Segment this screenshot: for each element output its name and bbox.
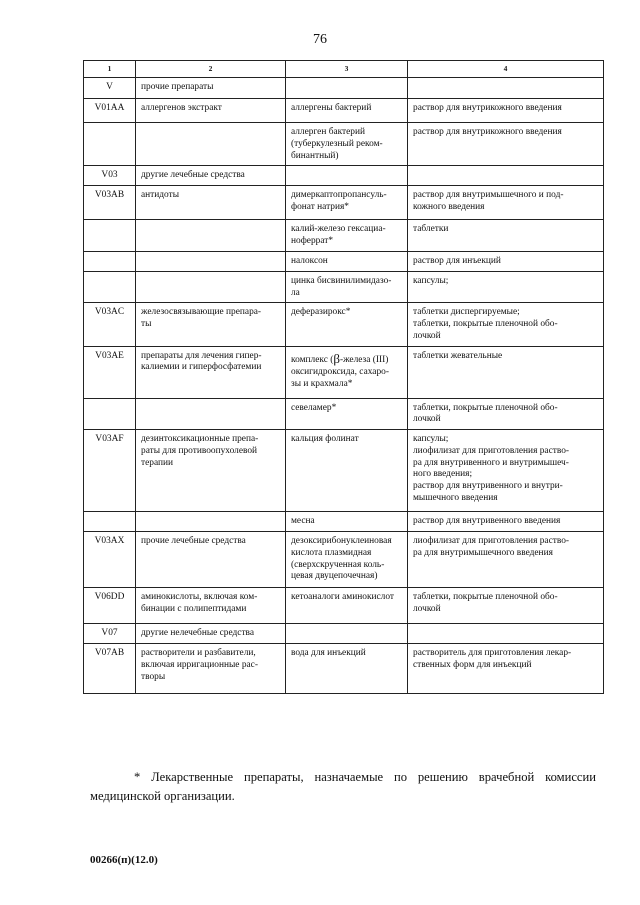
table-header-row	[84, 61, 604, 78]
dosage-form-cell-line: таблетки, покрытые пленочной обо-	[413, 319, 558, 329]
drug-name-cell-line: димеркаптопропансуль-	[291, 190, 387, 201]
dosage-form-cell-line: лочкой	[413, 414, 441, 425]
drug-name-cell	[286, 644, 408, 694]
document-code: 00266(п)(12.0)	[90, 854, 158, 866]
dosage-form-cell	[408, 166, 604, 186]
atc-group-cell-line: творы	[141, 671, 166, 682]
drug-name-cell-line: деферазирокс*	[291, 307, 351, 318]
atc-group-cell-line: прочие препараты	[141, 82, 214, 92]
drug-name-cell	[286, 166, 408, 186]
atc-group-cell	[136, 271, 286, 303]
drug-name-cell-line: цинка бисвинилимидазо-	[291, 275, 392, 286]
dosage-form-cell	[408, 624, 604, 644]
drug-name-cell-line: зы и крахмала*	[291, 378, 353, 389]
atc-group-cell-line: прочие лечебные средства	[141, 536, 246, 546]
drug-name-cell-line: аллергены бактерий	[291, 103, 372, 113]
table-row	[84, 644, 604, 694]
atc-group-cell-line: калиемии и гиперфосфатемии	[141, 362, 262, 373]
drug-name-cell	[286, 532, 408, 588]
atc-group-cell	[136, 251, 286, 271]
atc-code-cell	[84, 220, 136, 252]
table-row	[84, 430, 604, 512]
drug-name-cell-line: кислота плазмидная	[291, 547, 372, 558]
atc-group-cell-line: другие лечебные средства	[141, 170, 245, 181]
atc-group-cell	[136, 588, 286, 624]
atc-code-cell: V03AX	[84, 532, 136, 588]
drug-name-cell-line: месна	[291, 516, 315, 526]
table-row	[84, 271, 604, 303]
table-row	[84, 624, 604, 644]
atc-group-cell-line: препараты для лечения гипер-	[141, 350, 262, 361]
dosage-form-cell	[408, 123, 604, 166]
drug-name-cell	[286, 78, 408, 99]
column-header-drug: 3	[286, 61, 408, 78]
beta-symbol: β	[333, 350, 340, 366]
atc-code-cell	[84, 271, 136, 303]
atc-group-cell	[136, 532, 286, 588]
table-row	[84, 99, 604, 123]
dosage-form-cell	[408, 251, 604, 271]
dosage-form-cell	[408, 644, 604, 694]
dosage-form-cell-line: лиофилизат для приготовления раство-	[413, 445, 570, 456]
atc-code-cell	[84, 123, 136, 166]
atc-code-cell: V07	[84, 624, 136, 644]
dosage-form-cell-line: лочкой	[413, 330, 441, 341]
table-row	[84, 512, 604, 532]
drug-list-table	[83, 60, 604, 694]
drug-name-cell	[286, 186, 408, 220]
drug-name-cell	[286, 346, 408, 398]
atc-group-cell-line: растворители и разбавители,	[141, 648, 256, 658]
dosage-form-cell-line: капсулы;	[413, 434, 449, 444]
dosage-form-cell	[408, 186, 604, 220]
atc-group-cell-line: раты для противоопухолевой	[141, 445, 258, 456]
atc-code-cell: V01AA	[84, 99, 136, 123]
drug-name-cell-line: калий-железо гексациа-	[291, 224, 386, 235]
dosage-form-cell-line: раствор для внутрикожного введения	[413, 127, 562, 137]
dosage-form-cell-line: раствор для внутривенного введения	[413, 516, 561, 526]
drug-name-cell	[286, 588, 408, 624]
atc-group-cell-line: терапии	[141, 457, 174, 468]
footnote: * Лекарственные препараты, назначаемые по решению врачебной комиссии медицинской организации.	[90, 770, 596, 803]
atc-group-cell	[136, 220, 286, 252]
page-number: 76	[313, 32, 327, 47]
atc-code-cell: V03AB	[84, 186, 136, 220]
atc-group-cell	[136, 398, 286, 430]
atc-code-cell: V	[84, 78, 136, 99]
table-row	[84, 166, 604, 186]
atc-group-cell-line: аминокислоты, включая ком-	[141, 592, 258, 602]
dosage-form-cell-line: кожного введения	[413, 202, 485, 212]
atc-group-cell-line: антидоты	[141, 190, 180, 201]
atc-code-cell	[84, 398, 136, 430]
dosage-form-cell-line: мышечного введения	[413, 492, 498, 503]
atc-group-cell	[136, 346, 286, 398]
dosage-form-cell	[408, 512, 604, 532]
dosage-form-cell-line: раствор для внутривенного и внутри-	[413, 481, 563, 491]
dosage-form-cell-line: лочкой	[413, 603, 441, 614]
dosage-form-cell-line: ра для внутривенного и внутримышеч-	[413, 457, 569, 468]
drug-name-cell	[286, 430, 408, 512]
drug-name-cell-line: ла	[291, 287, 300, 298]
drug-name-cell	[286, 271, 408, 303]
column-header-code: 1	[84, 61, 136, 78]
drug-name-cell-line: ноферрат*	[291, 236, 334, 246]
table-row	[84, 532, 604, 588]
table-row	[84, 398, 604, 430]
atc-code-cell: V06DD	[84, 588, 136, 624]
atc-group-cell-line: включая ирригационные рас-	[141, 659, 258, 670]
drug-name-cell-line: налоксон	[291, 255, 328, 266]
drug-name-cell-line: кальция фолинат	[291, 434, 359, 444]
atc-group-cell	[136, 512, 286, 532]
drug-name-cell	[286, 624, 408, 644]
atc-group-cell-line: аллергенов экстракт	[141, 103, 222, 113]
dosage-form-cell	[408, 588, 604, 624]
table-body	[84, 78, 604, 694]
table-row	[84, 220, 604, 252]
drug-name-cell-line: севеламер*	[291, 402, 337, 413]
dosage-form-cell	[408, 430, 604, 512]
drug-name-cell	[286, 512, 408, 532]
atc-group-cell-line: железосвязывающие препара-	[141, 307, 262, 318]
drug-name-cell	[286, 99, 408, 123]
atc-code-cell: V03AC	[84, 303, 136, 346]
dosage-form-cell	[408, 398, 604, 430]
atc-code-cell: V03	[84, 166, 136, 186]
drug-name-cell	[286, 398, 408, 430]
atc-group-cell	[136, 166, 286, 186]
atc-code-cell	[84, 512, 136, 532]
atc-group-cell-line: другие нелечебные средства	[141, 628, 255, 638]
dosage-form-cell-line: капсулы;	[413, 275, 449, 286]
drug-name-cell	[286, 251, 408, 271]
atc-group-cell	[136, 624, 286, 644]
atc-group-cell	[136, 99, 286, 123]
dosage-form-cell-line: раствор для внутрикожного введения	[413, 103, 562, 113]
atc-group-cell	[136, 186, 286, 220]
atc-group-cell-line: бинации с полипептидами	[141, 603, 247, 614]
column-header-group: 2	[136, 61, 286, 78]
dosage-form-cell-line: раствор для инъекций	[413, 255, 501, 266]
dosage-form-cell-line: ра для внутримышечного введения	[413, 547, 553, 558]
dosage-form-cell	[408, 271, 604, 303]
atc-group-cell	[136, 123, 286, 166]
dosage-form-cell	[408, 346, 604, 398]
atc-group-cell	[136, 78, 286, 99]
dosage-form-cell-line: таблетки диспергируемые;	[413, 307, 520, 318]
atc-code-cell: V07AB	[84, 644, 136, 694]
dosage-form-cell-line: ного введения;	[413, 469, 473, 480]
dosage-form-cell-line: таблетки жевательные	[413, 350, 503, 361]
drug-name-cell-line: кетоаналоги аминокислот	[291, 592, 395, 602]
dosage-form-cell-line: растворитель для приготовления лекар-	[413, 648, 572, 658]
dosage-form-cell	[408, 532, 604, 588]
atc-code-cell: V03AE	[84, 346, 136, 398]
atc-group-cell-line: ты	[141, 319, 152, 329]
dosage-form-cell-line: таблетки, покрытые пленочной обо-	[413, 592, 558, 602]
dosage-form-cell-line: ственных форм для инъекций	[413, 659, 532, 670]
drug-name-cell-line: вода для инъекций	[291, 648, 366, 658]
atc-group-cell	[136, 303, 286, 346]
table-row	[84, 78, 604, 99]
drug-name-cell-line: бинантный)	[291, 150, 339, 161]
drug-name-cell	[286, 303, 408, 346]
dosage-form-cell-line: таблетки	[413, 224, 449, 235]
drug-name-cell-line: оксигидроксида, сахаро-	[291, 366, 389, 377]
dosage-form-cell-line: лиофилизат для приготовления раство-	[413, 536, 570, 546]
drug-name-cell-line: дезоксирибонуклеиновая	[291, 536, 392, 546]
drug-name-cell	[286, 123, 408, 166]
dosage-form-cell	[408, 99, 604, 123]
dosage-form-cell-line: раствор для внутримышечного и под-	[413, 190, 564, 201]
table-row	[84, 186, 604, 220]
table-row	[84, 303, 604, 346]
atc-group-cell	[136, 430, 286, 512]
table-row	[84, 251, 604, 271]
drug-name-cell-line: (туберкулезный реком-	[291, 138, 383, 149]
table-row	[84, 123, 604, 166]
dosage-form-cell-line: таблетки, покрытые пленочной обо-	[413, 402, 558, 413]
atc-group-cell-line: дезинтоксикационные препа-	[141, 434, 259, 444]
atc-code-cell: V03AF	[84, 430, 136, 512]
drug-name-cell-line: цевая двуцепочечная)	[291, 571, 378, 582]
drug-name-cell-line: комплекс (β-железа (III)	[291, 350, 389, 366]
drug-name-cell-line: (сверхскрученная коль-	[291, 559, 385, 570]
drug-name-cell	[286, 220, 408, 252]
atc-group-cell	[136, 644, 286, 694]
table-row	[84, 588, 604, 624]
drug-name-cell-line: аллерген бактерий	[291, 127, 366, 137]
atc-code-cell	[84, 251, 136, 271]
dosage-form-cell	[408, 220, 604, 252]
table-row	[84, 346, 604, 398]
column-header-form: 4	[408, 61, 604, 78]
dosage-form-cell	[408, 78, 604, 99]
dosage-form-cell	[408, 303, 604, 346]
drug-name-cell-line: фонат натрия*	[291, 202, 349, 212]
